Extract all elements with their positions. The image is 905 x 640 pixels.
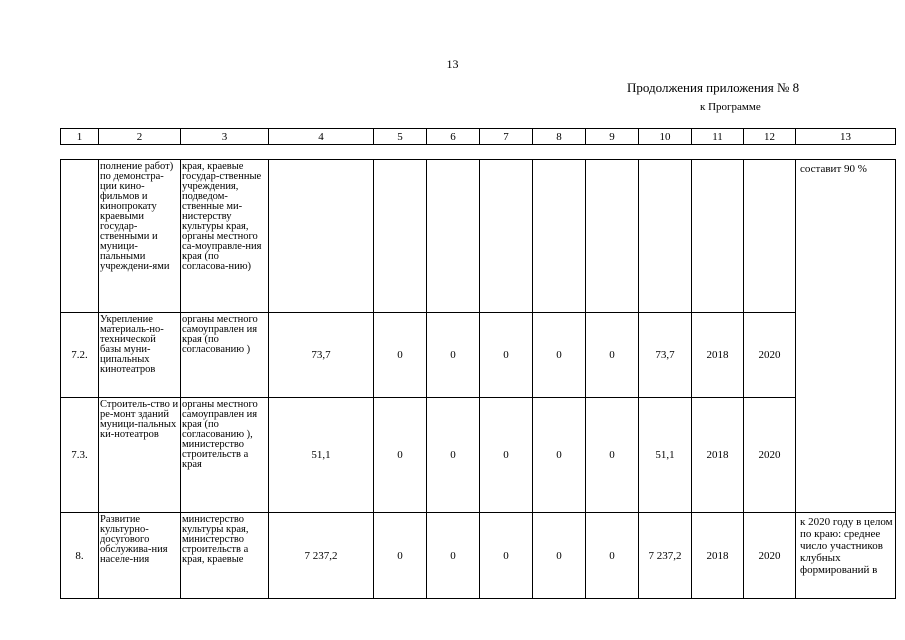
- cell-7: 0: [480, 313, 533, 398]
- row-number: 7.3.: [61, 398, 99, 513]
- appendix-title: Продолжения приложения № 8: [627, 80, 800, 95]
- cell-6: [427, 160, 480, 313]
- column-number-header: [60, 128, 896, 145]
- executor: края, краевые государ-ственные учреждения, подведом-ственные ми-нистерству культуры края, органы местного са-моуправле-ния края (по согласова-нию): [181, 160, 269, 313]
- cell-total: 51,1: [269, 398, 374, 513]
- header-cell: 10: [639, 129, 692, 145]
- start-year: [692, 160, 744, 313]
- cell-7: 0: [480, 513, 533, 599]
- cell-6: 0: [427, 398, 480, 513]
- measure-name: полнение работ) по демонстра-ции кино-фильмов и кинопрокату краевыми государ-ственными и муници-пальными учреждени-ями: [99, 160, 181, 313]
- cell-total: [269, 160, 374, 313]
- table-row: [61, 513, 896, 599]
- end-year: 2020: [744, 313, 796, 398]
- page-number: 13: [446, 57, 459, 71]
- start-year: 2018: [692, 398, 744, 513]
- header-cell: 9: [586, 129, 639, 145]
- cell-5: 0: [374, 313, 427, 398]
- cell-9: [586, 160, 639, 313]
- end-year: 2020: [744, 513, 796, 599]
- cell-5: 0: [374, 398, 427, 513]
- row-number: 7.2.: [61, 313, 99, 398]
- cell-9: 0: [586, 398, 639, 513]
- cell-total: 73,7: [269, 313, 374, 398]
- measure-name: Строитель-ство и ре-монт зданий муници-пальных ки-нотеатров: [99, 398, 181, 513]
- cell-10: 73,7: [639, 313, 692, 398]
- cell-10: 7 237,2: [639, 513, 692, 599]
- table-row: [61, 160, 896, 313]
- start-year: 2018: [692, 313, 744, 398]
- measure-name: Укрепление материаль-но-технической базы муни-ципальных кинотеатров: [99, 313, 181, 398]
- header-cell: 3: [181, 129, 269, 145]
- cell-10: [639, 160, 692, 313]
- cell-total: 7 237,2: [269, 513, 374, 599]
- end-year: [744, 160, 796, 313]
- row-number: [61, 160, 99, 313]
- cell-6: 0: [427, 513, 480, 599]
- program-table: [60, 159, 896, 599]
- header-row: [61, 129, 896, 145]
- executor: министерство культуры края, министерство строительств а края, краевые: [181, 513, 269, 599]
- expected-result: к 2020 году в целом по краю: среднее число участников клубных формирований в: [796, 513, 896, 599]
- cell-7: [480, 160, 533, 313]
- expected-result: составит 90 %: [796, 160, 896, 513]
- cell-8: [533, 160, 586, 313]
- cell-5: [374, 160, 427, 313]
- header-cell: 1: [61, 129, 99, 145]
- header-cell: 11: [692, 129, 744, 145]
- cell-8: 0: [533, 313, 586, 398]
- cell-7: 0: [480, 398, 533, 513]
- cell-8: 0: [533, 398, 586, 513]
- header-cell: 12: [744, 129, 796, 145]
- header-cell: 2: [99, 129, 181, 145]
- header-cell: 5: [374, 129, 427, 145]
- header-cell: 6: [427, 129, 480, 145]
- measure-name: Развитие культурно-досугового обслужива-ния населе-ния: [99, 513, 181, 599]
- appendix-subtitle: к Программе: [700, 101, 761, 113]
- header-cell: 7: [480, 129, 533, 145]
- executor: органы местного самоуправлен ия края (по согласованию ), министерство строительств а края: [181, 398, 269, 513]
- executor: органы местного самоуправлен ия края (по согласованию ): [181, 313, 269, 398]
- header-cell: 8: [533, 129, 586, 145]
- header-cell: 13: [796, 129, 896, 145]
- table-row: [61, 313, 896, 398]
- cell-8: 0: [533, 513, 586, 599]
- header-cell: 4: [269, 129, 374, 145]
- cell-6: 0: [427, 313, 480, 398]
- row-number: 8.: [61, 513, 99, 599]
- end-year: 2020: [744, 398, 796, 513]
- cell-9: 0: [586, 313, 639, 398]
- table-row: [61, 398, 896, 513]
- cell-10: 51,1: [639, 398, 692, 513]
- start-year: 2018: [692, 513, 744, 599]
- cell-9: 0: [586, 513, 639, 599]
- cell-5: 0: [374, 513, 427, 599]
